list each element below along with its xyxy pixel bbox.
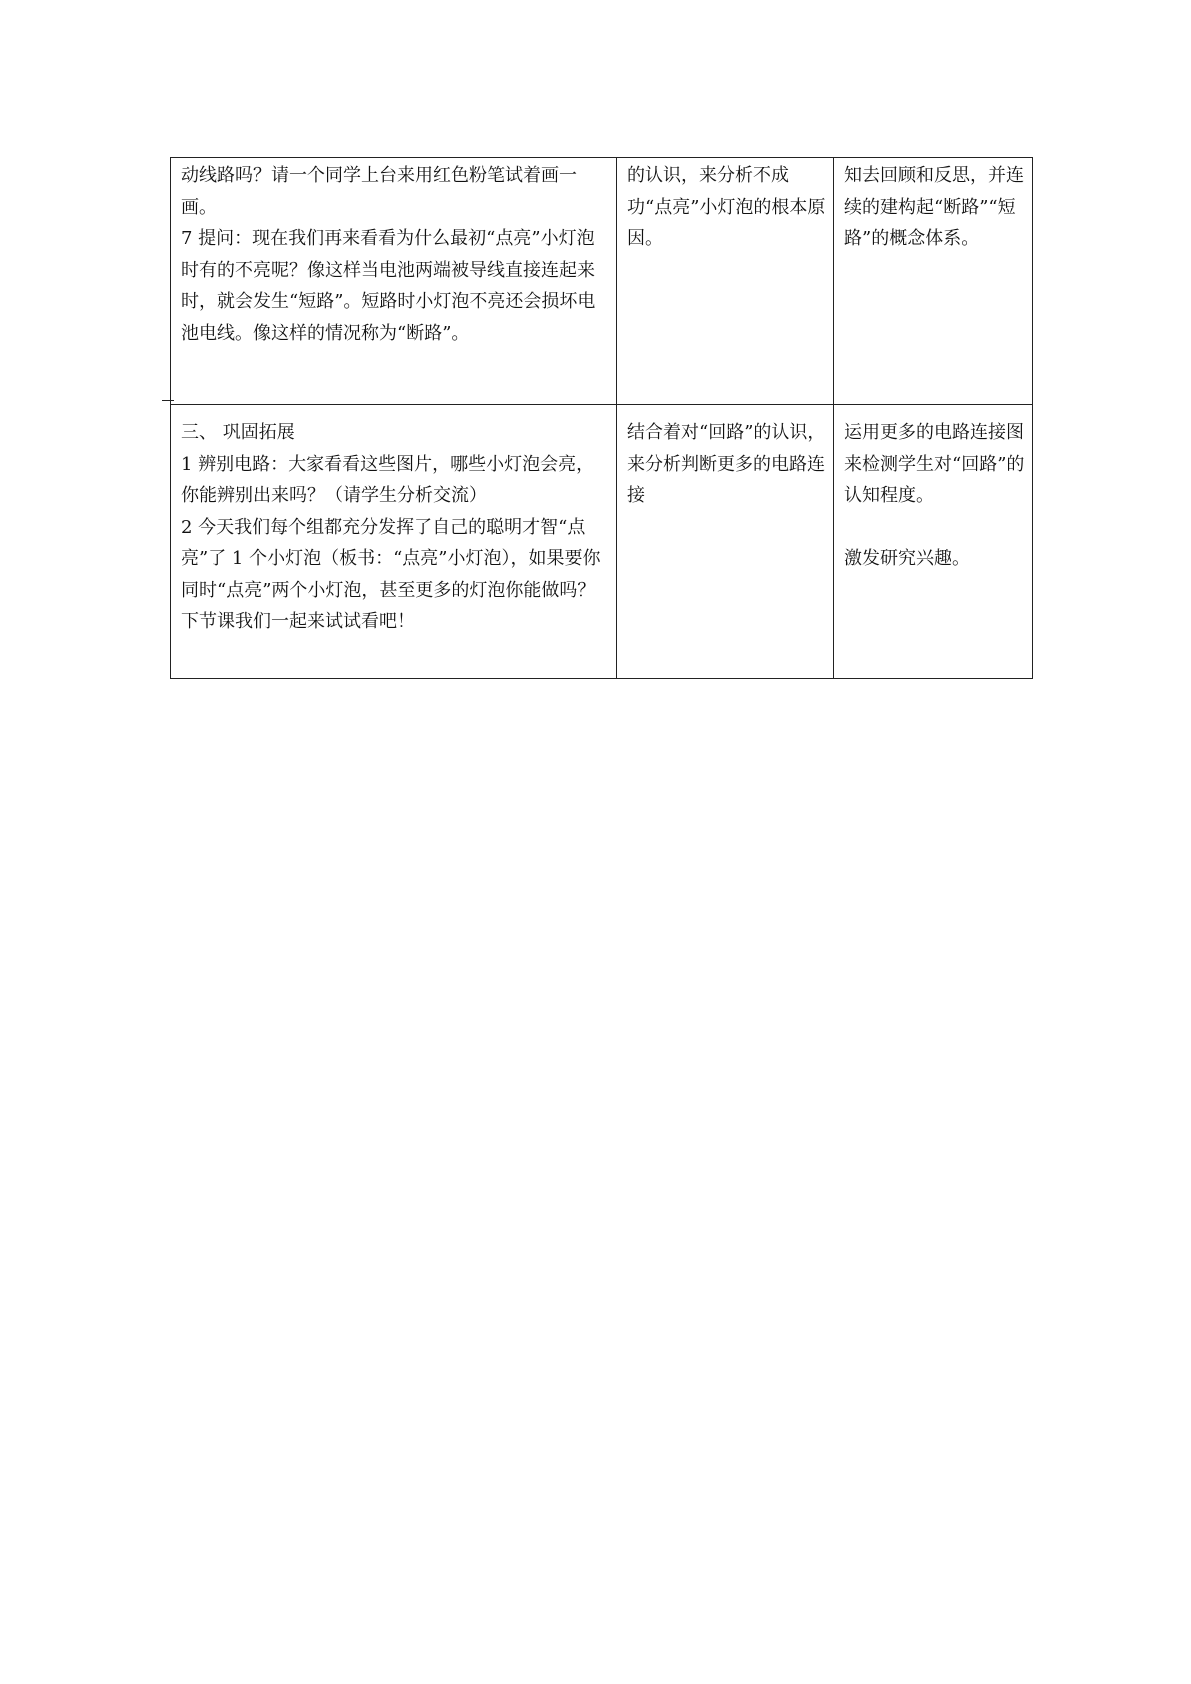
teaching-process-cell: 动线路吗？请一个同学上台来用红色粉笔试着画一画。 7 提问：现在我们再来看看为什么最初“点亮”小灯泡时有的不亮呢？像这样当电池两端被导线直接连起来时，就会发生“短路”。短路时小灯泡不亮还会损坏电池电线。像这样的情况称为“断路”。 — [171, 158, 617, 405]
lesson-plan-table — [170, 157, 1033, 679]
teaching-process-cell: 三、 巩固拓展 1 辨别电路：大家看看这些图片，哪些小灯泡会亮，你能辨别出来吗？（请学生分析交流） 2 今天我们每个组都充分发挥了自己的聪明才智“点亮”了 1 个小灯泡（板书：“点亮”小灯泡），如果要你同时“点亮”两个小灯泡，甚至更多的灯泡你能做吗？下节课我们一起来试试看吧！ — [171, 405, 617, 679]
student-activity-cell: 结合着对“回路”的认识，来分析判断更多的电路连接 — [617, 405, 834, 679]
design-intent-cell: 知去回顾和反思，并连续的建构起“断路”“短路”的概念体系。 — [834, 158, 1033, 405]
table-row — [171, 405, 1033, 679]
design-intent-cell: 运用更多的电路连接图来检测学生对“回路”的认知程度。 激发研究兴趣。 — [834, 405, 1033, 679]
table-row — [171, 158, 1033, 405]
student-activity-cell: 的认识，来分析不成功“点亮”小灯泡的根本原因。 — [617, 158, 834, 405]
